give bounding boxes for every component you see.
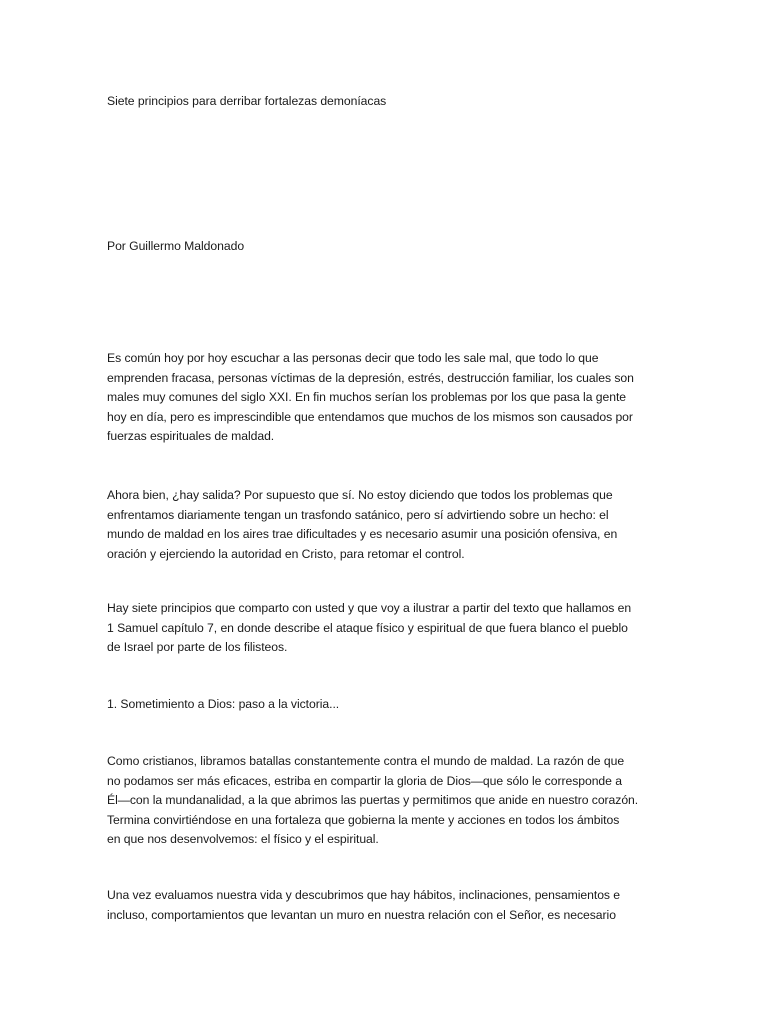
paragraph-3 xyxy=(107,599,667,658)
paragraph-line: enfrentamos diariamente tengan un trasfondo satánico, pero sí advirtiendo sobre un hecho: el xyxy=(107,507,609,522)
paragraph-line: Como cristianos, libramos batallas constantemente contra el mundo de maldad. La razón de que xyxy=(107,754,625,768)
paragraph-1 xyxy=(107,349,667,447)
paragraph-line: Una vez evaluamos nuestra vida y descubrimos que hay hábitos, inclinaciones, pensamientos e xyxy=(107,888,621,902)
paragraph-line: emprenden fracasa, personas víctimas de la depresión, estrés, destrucción familiar, los cuales son xyxy=(107,370,634,385)
paragraph-line: 1 Samuel capítulo 7, en donde describe el ataque físico y espiritual de que fuera blanco el pueblo xyxy=(107,620,628,635)
paragraph-line: de Israel por parte de los filisteos. xyxy=(107,640,288,654)
paragraph-line: Termina convirtiéndose en una fortaleza que gobierna la mente y acciones en todos los ámbitos xyxy=(107,812,620,827)
paragraph-line: oración y ejerciendo la autoridad en Cristo, para retomar el control. xyxy=(107,546,465,561)
heading-line: 1. Sometimiento a Dios: paso a la victoria... xyxy=(107,697,340,711)
paragraph-line: mundo de maldad en los aires trae dificultades y es necesario asumir una posición ofensiva, en xyxy=(107,527,618,541)
paragraph-line: hoy en día, pero es imprescindible que entendamos que muchos de los mismos son causados por xyxy=(107,409,633,424)
paragraph-line: Hay siete principios que comparto con usted y que voy a ilustrar a partir del texto que hallamos en xyxy=(107,601,632,615)
paragraph-line: Es común hoy por hoy escuchar a las personas decir que todo les sale mal, que todo lo que xyxy=(107,351,599,365)
paragraph-line: no podamos ser más eficaces, estriba en compartir la gloria de Dios—que sólo le corresponde a xyxy=(107,773,622,788)
paragraph-line: males muy comunes del siglo XXI. En fin muchos serían los problemas por los que pasa la gente xyxy=(107,390,627,404)
document-title: Siete principios para derribar fortalezas demoníacas xyxy=(107,94,387,108)
paragraph-line: Él—con la mundanalidad, a la que abrimos las puertas y permitimos que anide en nuestro corazón. xyxy=(107,793,639,807)
paragraph-4 xyxy=(107,752,667,850)
paragraph-line: en que nos desenvolvemos: el físico y el espiritual. xyxy=(107,832,379,846)
paragraph-line: incluso, comportamientos que levantan un muro en nuestra relación con el Señor, es necesario xyxy=(107,907,616,922)
section-heading-1 xyxy=(107,695,667,715)
paragraph-5 xyxy=(107,886,667,925)
paragraph-line: fuerzas espirituales de maldad. xyxy=(107,429,275,443)
paragraph-line: Ahora bien, ¿hay salida? Por supuesto que sí. No estoy diciendo que todos los problemas que xyxy=(107,488,613,502)
paragraph-2 xyxy=(107,486,667,564)
document-author: Por Guillermo Maldonado xyxy=(107,239,245,253)
